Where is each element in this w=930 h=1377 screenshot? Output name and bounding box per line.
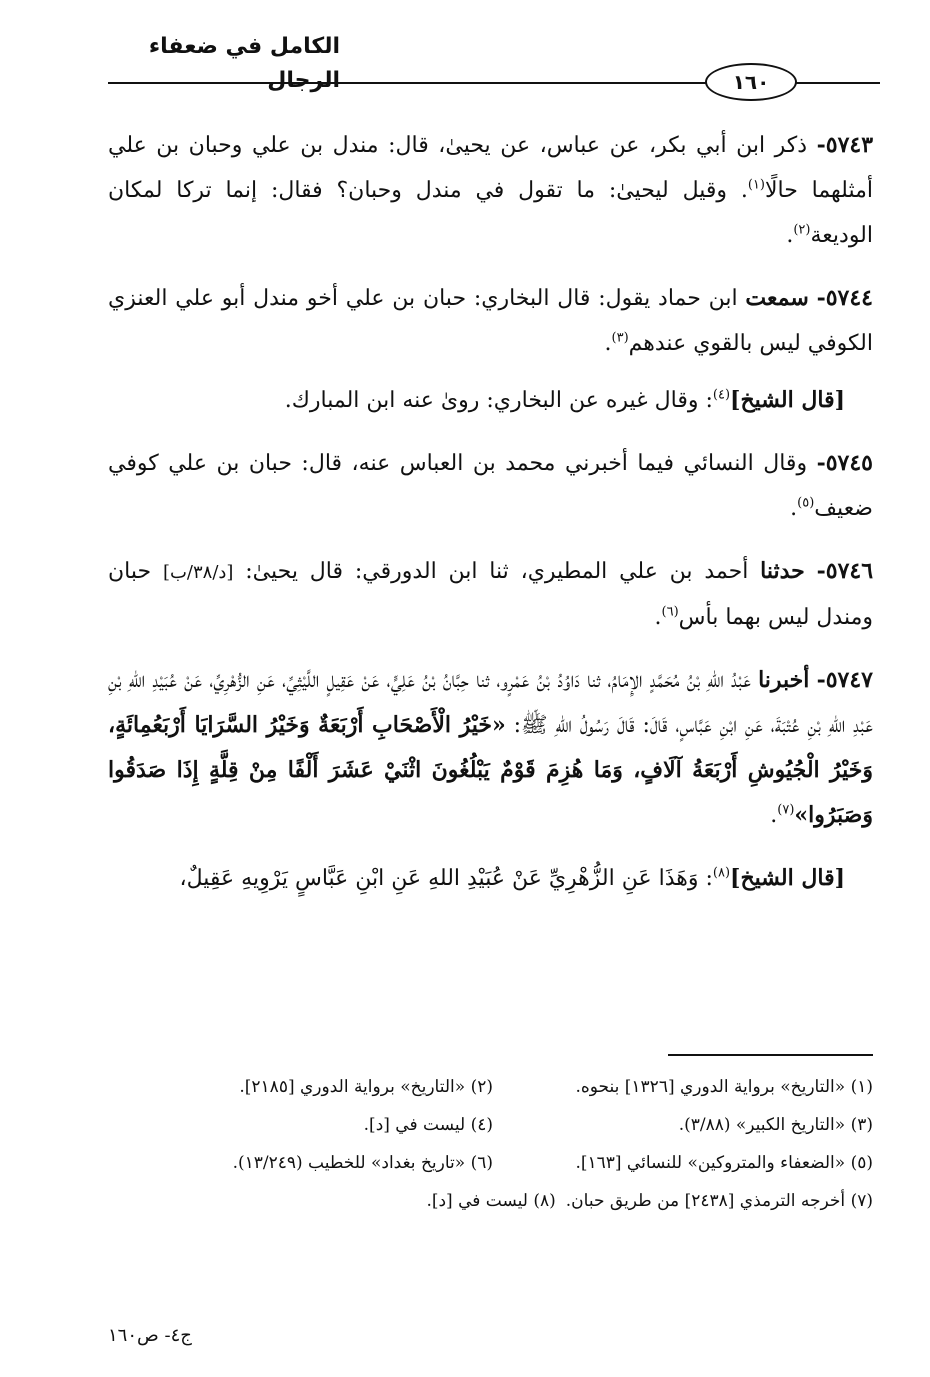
page-number: ١٦٠	[705, 63, 797, 101]
volume-page-signature: ج٤- ص١٦٠	[108, 1325, 192, 1346]
footnote-number: (٦)	[470, 1153, 493, 1173]
footnote-item	[566, 1182, 873, 1220]
footnote-text: «التاريخ» برواية الدوري [٢١٨٥].	[239, 1077, 466, 1097]
footnote-row	[108, 1068, 873, 1106]
footnote-item	[239, 1068, 493, 1106]
footnote-marker: (٢)	[793, 222, 811, 238]
footnote-row	[108, 1182, 873, 1220]
main-text	[108, 123, 873, 919]
footnote-text: «التاريخ» برواية الدوري [١٣٢٦] بنحوه.	[575, 1077, 846, 1097]
entry-5746	[108, 549, 873, 640]
footnote-number: (٢)	[470, 1077, 493, 1097]
entry-text: . وقيل ليحيىٰ: ما تقول في مندل وحبان؟ فقال: إنما تركا لمكان الوديعة	[108, 178, 873, 248]
footnote-marker: (٧)	[777, 802, 795, 818]
footnote-item	[426, 1182, 555, 1220]
shaykh-comment	[108, 856, 873, 901]
footnote-number: (١)	[850, 1077, 873, 1097]
footnote-number: (٤)	[470, 1115, 493, 1135]
footnote-number: (٨)	[533, 1191, 556, 1211]
footnote-text: «الضعفاء والمتروكين» للنسائي [١٦٣].	[575, 1153, 846, 1173]
footnote-number: (٣)	[850, 1115, 873, 1135]
shaykh-label: [قال الشيخ]	[730, 387, 845, 413]
entry-number: ٥٧٤٧-	[816, 667, 873, 693]
manuscript-reference: [د/٣٨/ب]	[162, 562, 234, 583]
footnote-marker: (١)	[747, 177, 765, 193]
footnote-number: (٥)	[850, 1153, 873, 1173]
footnote-item	[493, 1068, 873, 1106]
entry-text: .	[770, 803, 778, 828]
entry-text: حبان ومندل ليس بهما بأس	[108, 559, 873, 630]
footnote-row	[108, 1144, 873, 1182]
shaykh-comment	[108, 378, 873, 423]
entry-text: .	[790, 496, 798, 521]
entry-5747	[108, 658, 873, 838]
footnote-text: أخرجه الترمذي [٢٤٣٨] من طريق حبان.	[565, 1191, 846, 1211]
footnote-marker: (٦)	[661, 604, 679, 620]
entry-text: ذكر ابن أبي بكر، عن عباس، عن يحيىٰ، قال: مندل بن علي وحبان بن علي أمثلهما حالًا	[108, 133, 873, 203]
entry-number: ٥٧٤٣-	[816, 132, 874, 158]
footnote-text: ليست في [د].	[426, 1191, 528, 1211]
footnote-separator	[668, 1054, 873, 1056]
entry-5744	[108, 276, 873, 366]
narration-keyword: أخبرنا	[758, 667, 810, 693]
entry-number: ٥٧٤٤-	[816, 285, 873, 311]
isnad-text: عَبْدُ اللهِ بْنُ مُحَمَّدٍ الإِمَامُ، ثنا دَاوُدُ بْنُ عَمْرٍو، ثنا حِبَّانُ بْنُ عَلِيٍّ، عَنْ عَقِيلٍ اللَّيْثِيِّ، عَنِ الزُّهْرِيِّ، عَنْ عُبَيْدِ اللهِ بْنِ عَبْدِ اللهِ بْنِ عُتْبَةَ، عَنِ ابْنِ عَبَّاسٍ، قَالَ: قَالَ رَسُولُ اللهِ ﷺ:	[108, 668, 874, 738]
footnote-item	[233, 1144, 493, 1182]
footnote-text: «تاريخ بغداد» للخطيب (١٣/٢٤٩).	[232, 1153, 466, 1173]
hadith-text: «خَيْرُ الْأَصْحَابِ أَرْبَعَةٌ وَخَيْرُ السَّرَايَا أَرْبَعُمِائَةٍ، وَخَيْرُ الْجُيُوشِ أَرْبَعَةُ آلَافٍ، وَمَا هُزِمَ قَوْمٌ يَبْلُغُونَ اثْنَيْ عَشَرَ أَلْفًا مِنْ قِلَّةٍ إِذَا صَدَقُوا وَصَبَرُوا»	[108, 712, 873, 828]
footnote-marker: (٨)	[712, 865, 731, 881]
entry-number: ٥٧٤٥-	[816, 450, 873, 476]
entry-text: أحمد بن علي المطيري، ثنا ابن الدورقي: قال يحيىٰ:	[245, 559, 749, 584]
footnote-text: ليست في [د].	[363, 1115, 466, 1135]
entry-text: .	[786, 223, 794, 248]
shaykh-label: [قال الشيخ]	[730, 865, 845, 891]
entry-text: : وَهَذَا عَنِ الزُّهْرِيِّ عَنْ عُبَيْدِ اللهِ عَنِ ابْنِ عَبَّاسٍ يَرْوِيهِ عَقِيلٌ،	[179, 866, 713, 891]
footnote-marker: (٤)	[712, 387, 731, 403]
entry-text: وقال النسائي فيما أخبرني محمد بن العباس عنه، قال: حبان بن علي كوفي ضعيف	[108, 451, 873, 521]
footnotes	[108, 1068, 873, 1220]
footnote-text: «التاريخ الكبير» (٣/٨٨).	[678, 1115, 846, 1135]
footnote-marker: (٣)	[611, 330, 629, 346]
entry-5743	[108, 123, 873, 258]
footnote-item	[493, 1106, 873, 1144]
entry-5745	[108, 441, 873, 531]
running-header-title: الكامل في ضعفاء الرجال	[148, 34, 340, 93]
entry-text: .	[604, 331, 612, 356]
entry-text: ابن حماد يقول: قال البخاري: حبان بن علي أخو مندل أبو علي العنزي الكوفي ليس بالقوي عندهم	[108, 286, 873, 356]
narration-keyword: حدثنا	[760, 558, 805, 584]
footnote-item	[364, 1106, 493, 1144]
entry-number: ٥٧٤٦-	[816, 558, 874, 584]
footnote-marker: (٥)	[797, 495, 815, 511]
entry-text: : وقال غيره عن البخاري: روىٰ عنه ابن المبارك.	[284, 388, 713, 413]
entry-text: .	[654, 605, 662, 630]
footnote-number: (٧)	[850, 1191, 873, 1211]
narration-keyword: سمعت	[745, 285, 809, 311]
footnote-row	[108, 1106, 873, 1144]
footnote-item	[493, 1144, 873, 1182]
